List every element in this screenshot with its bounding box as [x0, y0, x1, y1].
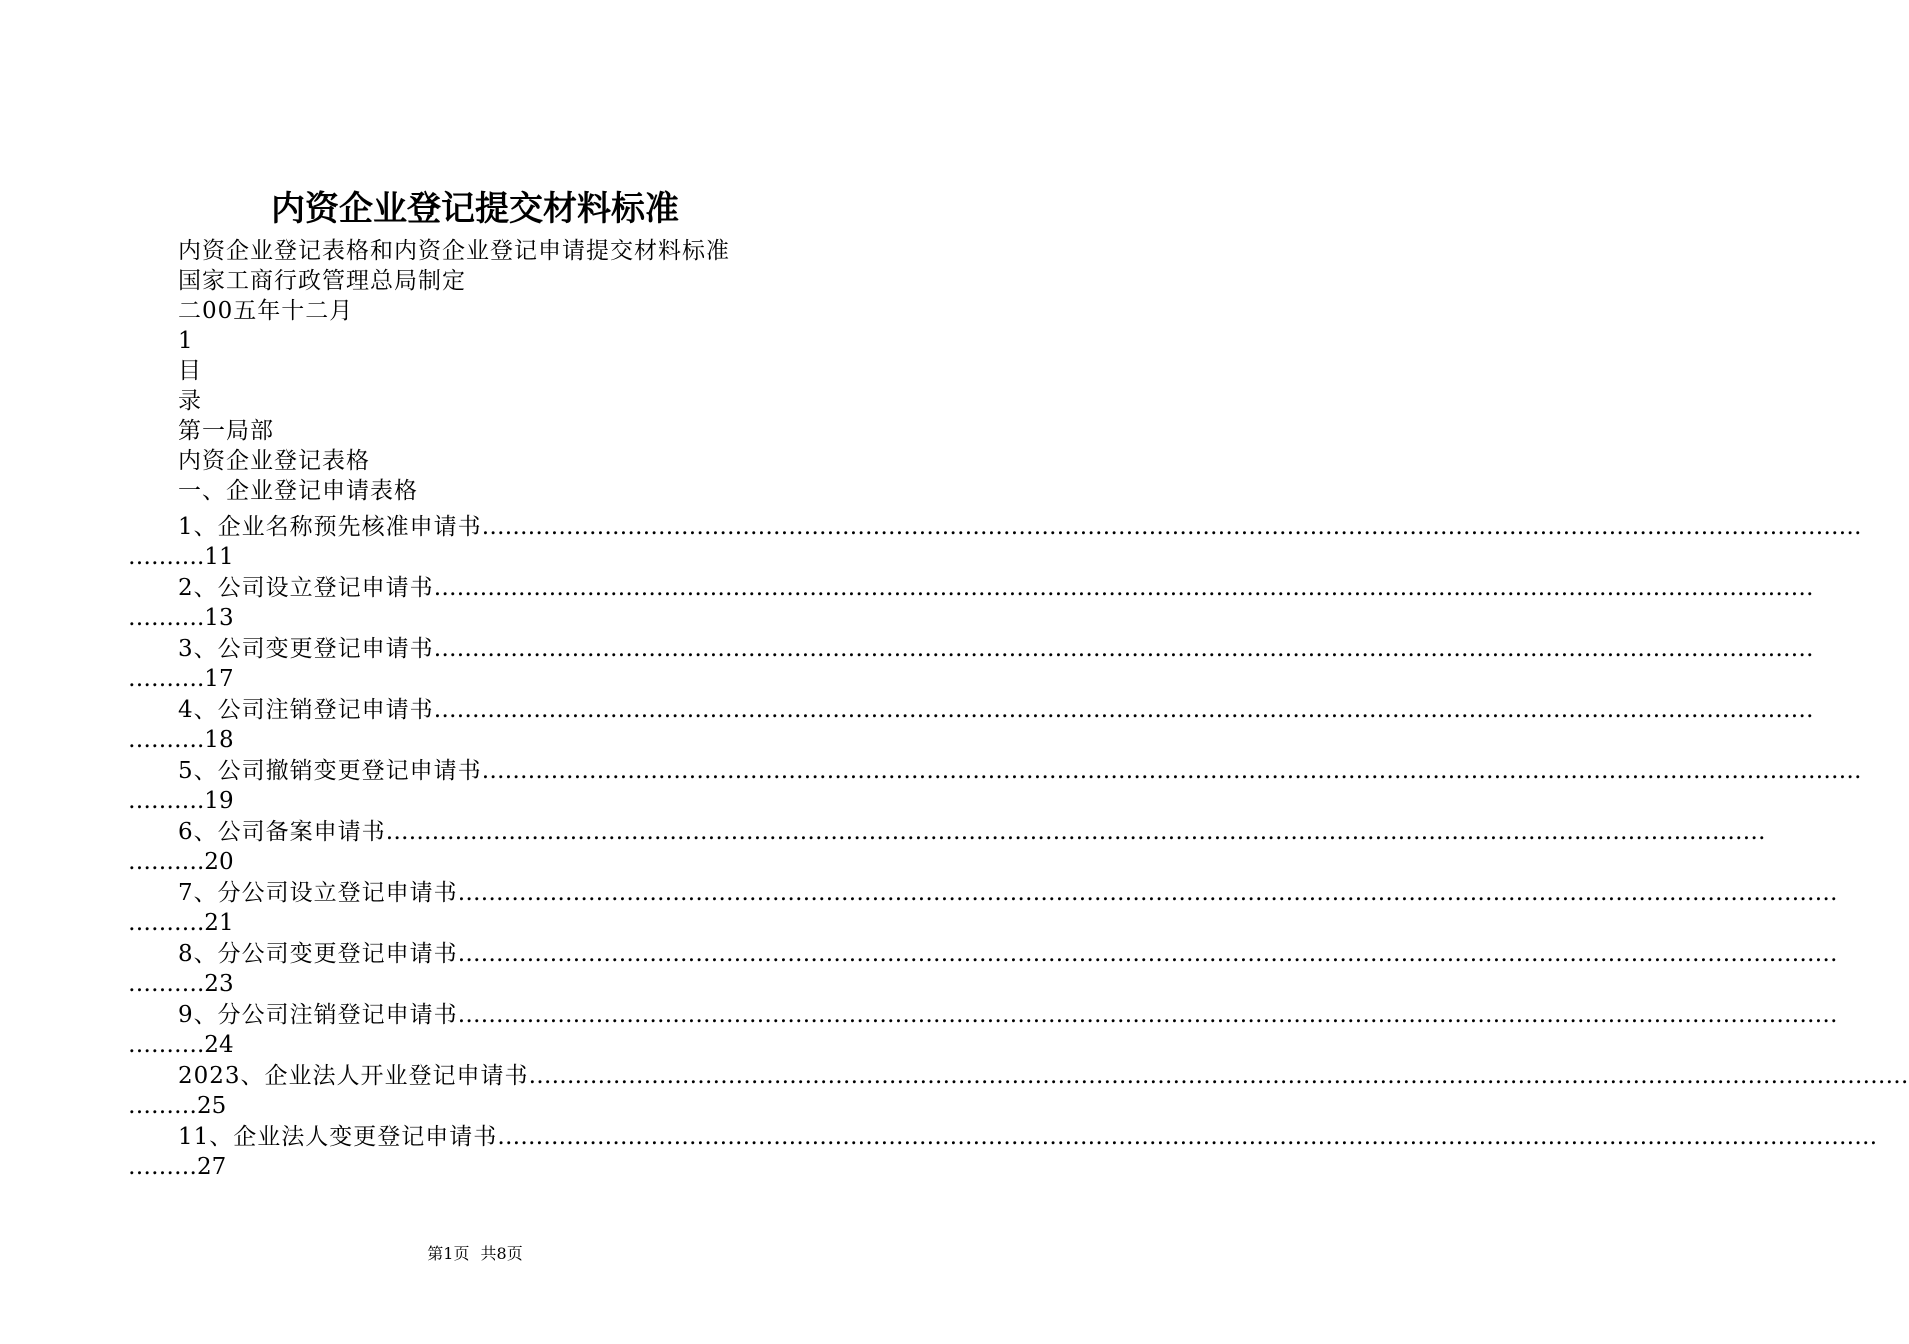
toc-entry — [128, 939, 1838, 1000]
toc-entry — [128, 756, 1862, 817]
toc-entry-page: .18 — [197, 727, 234, 753]
toc-entry — [128, 695, 1814, 756]
toc-entry-page: .23 — [197, 971, 234, 997]
toc-heading-char-2: 录 — [178, 388, 202, 414]
toc-entry — [128, 512, 1862, 573]
subtitle-line: 内资企业登记表格和内资企业登记申请提交材料标准 — [178, 238, 730, 264]
toc-dot-leader-continued: ……… — [128, 727, 197, 753]
toc-entry-page: 27 — [197, 1154, 227, 1180]
toc-entry-page: .24 — [197, 1032, 234, 1058]
toc-entry-label: 8、分公司变更登记申请书 — [178, 941, 458, 967]
page-number-line: 1 — [178, 328, 194, 354]
toc-dot-leader: ……………………………………………………………………………………………………………………………………………………………… — [481, 514, 1862, 540]
toc-dot-leader: ……………………………………………………………………………………………………………………………………………………………… — [457, 880, 1838, 906]
toc-heading-char-1: 目 — [178, 358, 202, 384]
toc-entry-page: 25 — [197, 1093, 227, 1119]
toc-entry-label: 11、企业法人变更登记申请书 — [178, 1124, 498, 1150]
date-line: 二00五年十二月 — [178, 298, 354, 324]
footer-total-pages: 共8页 — [480, 1244, 523, 1263]
toc-dot-leader-continued: ……… — [128, 666, 197, 692]
toc-dot-leader: ……………………………………………………………………………………………………………………………………………………………… — [457, 941, 1838, 967]
footer-current-page: 第1页 — [427, 1244, 470, 1263]
toc-dot-leader: ……………………………………………………………………………………………………………………………………………………………… — [528, 1063, 1909, 1089]
toc-entry-page: .21 — [197, 910, 234, 936]
page-title: 内资企业登记提交材料标准 — [271, 189, 679, 229]
toc-dot-leader-continued: ……… — [128, 971, 197, 997]
toc-dot-leader: ……………………………………………………………………………………………………………………………………………………………… — [385, 819, 1766, 845]
toc-entry-label: 6、公司备案申请书 — [178, 819, 386, 845]
toc-entry — [128, 634, 1814, 695]
intro-block — [178, 236, 838, 506]
toc-dot-leader: ……………………………………………………………………………………………………………………………………………………………… — [457, 1002, 1838, 1028]
part-heading: 第一局部 — [178, 418, 274, 444]
table-of-contents — [128, 512, 1909, 1183]
toc-entry-page: .19 — [197, 788, 234, 814]
toc-dot-leader-continued: ……… — [128, 1093, 197, 1119]
toc-entry-label: 9、分公司注销登记申请书 — [178, 1002, 458, 1028]
toc-dot-leader: ……………………………………………………………………………………………………………………………………………………………… — [497, 1124, 1878, 1150]
toc-dot-leader-continued: ……… — [128, 544, 197, 570]
issuer-line: 国家工商行政管理总局制定 — [178, 268, 466, 294]
page-footer — [0, 1243, 950, 1265]
toc-dot-leader-continued: ……… — [128, 910, 197, 936]
section-heading: 一、企业登记申请表格 — [178, 478, 418, 504]
toc-dot-leader: ……………………………………………………………………………………………………………………………………………………………… — [433, 697, 1814, 723]
toc-entry-page: .13 — [197, 605, 234, 631]
toc-entry-label: 5、公司撤销变更登记申请书 — [178, 758, 482, 784]
toc-entry-page: .17 — [197, 666, 234, 692]
toc-entry-label: 4、公司注销登记申请书 — [178, 697, 434, 723]
toc-entry-page: .11 — [197, 544, 234, 570]
toc-entry-page: .20 — [197, 849, 234, 875]
toc-dot-leader: ……………………………………………………………………………………………………………………………………………………………… — [433, 636, 1814, 662]
toc-entry — [128, 817, 1766, 878]
toc-dot-leader-continued: ……… — [128, 1032, 197, 1058]
toc-dot-leader-continued: ……… — [128, 788, 197, 814]
toc-entry — [128, 1061, 1909, 1122]
toc-dot-leader-continued: ……… — [128, 1154, 197, 1180]
toc-entry — [128, 1122, 1878, 1183]
toc-dot-leader-continued: ……… — [128, 849, 197, 875]
toc-entry-label: 1、企业名称预先核准申请书 — [178, 514, 482, 540]
part-title: 内资企业登记表格 — [178, 448, 370, 474]
toc-entry — [128, 1000, 1838, 1061]
toc-dot-leader: ……………………………………………………………………………………………………………………………………………………………… — [481, 758, 1862, 784]
toc-entry — [128, 573, 1814, 634]
toc-entry-label: 7、分公司设立登记申请书 — [178, 880, 458, 906]
toc-dot-leader-continued: ……… — [128, 605, 197, 631]
toc-entry — [128, 878, 1838, 939]
toc-entry-label: 2、公司设立登记申请书 — [178, 575, 434, 601]
toc-dot-leader: ……………………………………………………………………………………………………………………………………………………………… — [433, 575, 1814, 601]
toc-entry-label: 2023、企业法人开业登记申请书 — [178, 1063, 529, 1089]
toc-entry-label: 3、公司变更登记申请书 — [178, 636, 434, 662]
